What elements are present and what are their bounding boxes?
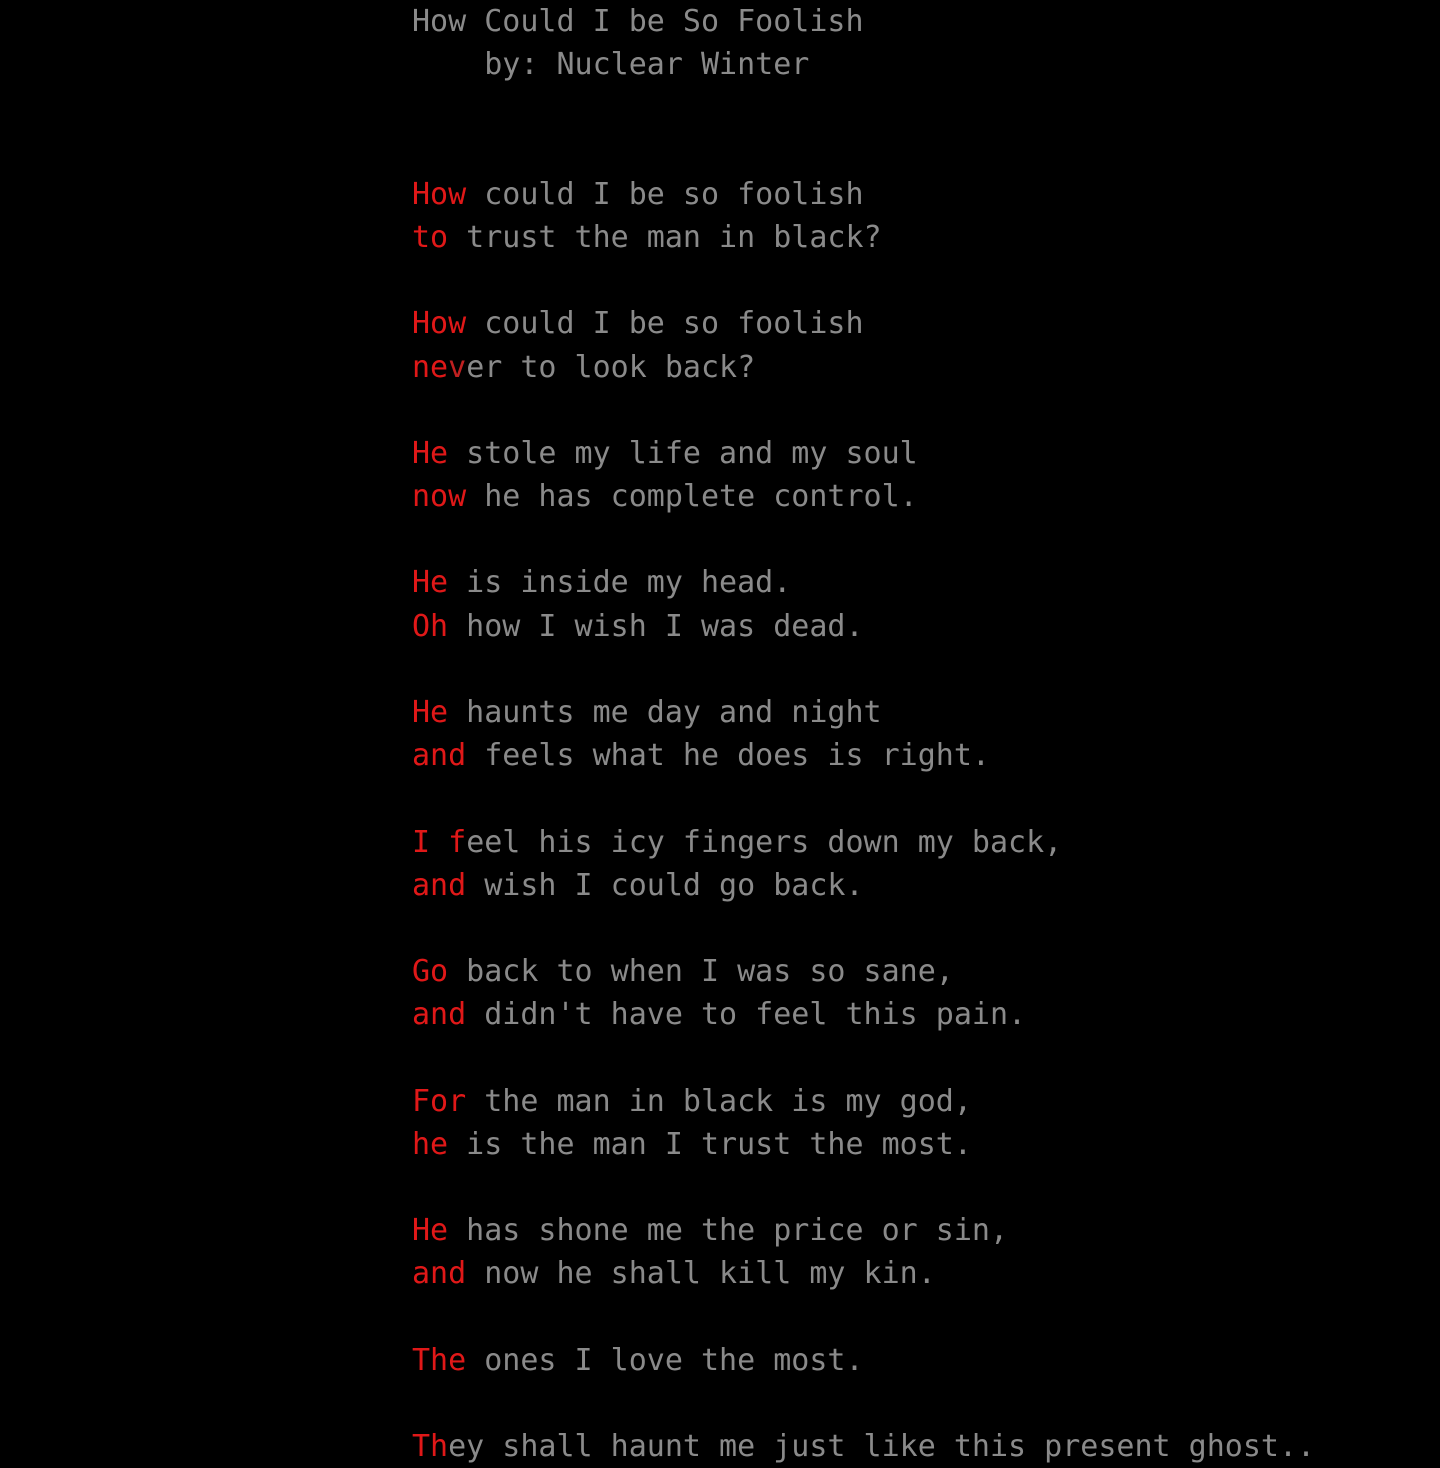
- line-lead-segment: and: [412, 997, 467, 1033]
- poem-line: [412, 561, 1412, 604]
- line-lead-segment: Oh: [412, 608, 449, 644]
- stanza-break: [412, 1166, 1412, 1209]
- poem-line: [412, 993, 1412, 1036]
- poem-line: [412, 1339, 1412, 1382]
- poem-document: [412, 0, 1412, 1468]
- line-lead-segment: Th: [412, 1429, 449, 1465]
- line-segment: could I be so foolish: [466, 176, 864, 212]
- poem-line: [412, 302, 1412, 345]
- poem-line: [412, 821, 1412, 864]
- poem-line: [412, 432, 1412, 475]
- line-lead-segment: ne: [412, 349, 449, 385]
- line-lead-segment: The: [412, 1342, 467, 1378]
- poem-line: [412, 605, 1412, 648]
- line-segment: could I be so foolish: [466, 306, 864, 342]
- stanza-break: [412, 518, 1412, 561]
- line-lead-segment: He: [412, 1213, 449, 1249]
- poem-line: [412, 346, 1412, 389]
- stanza-break: [412, 907, 1412, 950]
- stanza-break: [412, 1296, 1412, 1339]
- line-segment: the man in black is my god,: [466, 1083, 972, 1119]
- line-segment: haunts me day and night: [448, 695, 882, 731]
- poem-line: [412, 864, 1412, 907]
- poem-line: [412, 950, 1412, 993]
- line-lead-segment: Go: [412, 954, 449, 990]
- poem-line: [412, 734, 1412, 777]
- line-lead-segment: he: [412, 1126, 449, 1162]
- line-segment: back to when I was so sane,: [448, 954, 954, 990]
- line-segment: he has complete control.: [466, 479, 918, 515]
- line-lead-segment: now: [412, 479, 467, 515]
- line-lead-segment: to: [412, 219, 449, 255]
- poem-line: [412, 691, 1412, 734]
- poem-title: How Could I be So Foolish: [412, 4, 864, 39]
- line-segment: trust the man in black?: [448, 219, 882, 255]
- stanza-break: [412, 259, 1412, 302]
- line-segment: has shone me the price or sin,: [448, 1213, 1009, 1249]
- line-segment: how I wish I was dead.: [448, 608, 864, 644]
- poem-body: [412, 173, 1412, 1468]
- line-lead-segment: He: [412, 695, 449, 731]
- poem-line: [412, 1080, 1412, 1123]
- line-segment: is inside my head.: [448, 565, 792, 601]
- line-segment: wish I could go back.: [466, 867, 864, 903]
- line-segment: er to look back?: [466, 349, 756, 385]
- poem-line: [412, 1123, 1412, 1166]
- stanza-break: [412, 648, 1412, 691]
- poem-line: [412, 1425, 1412, 1468]
- line-lead-segment: He: [412, 565, 449, 601]
- line-lead-segment: I f: [412, 824, 467, 860]
- line-lead-segment: and: [412, 1256, 467, 1292]
- line-segment: eel his icy fingers down my back,: [466, 824, 1063, 860]
- poem-line: [412, 216, 1412, 259]
- line-segment: didn't have to feel this pain.: [466, 997, 1027, 1033]
- poem-line: [412, 1209, 1412, 1252]
- stanza-break: [412, 389, 1412, 432]
- line-segment: is the man I trust the most.: [448, 1126, 972, 1162]
- line-segment: stole my life and my soul: [448, 435, 918, 471]
- line-segment: ones I love the most.: [466, 1342, 864, 1378]
- title-spacer: [412, 86, 1412, 172]
- line-lead-segment: and: [412, 738, 467, 774]
- stanza-break: [412, 1037, 1412, 1080]
- line-lead-segment: He: [412, 435, 449, 471]
- poem-line: [412, 1252, 1412, 1295]
- poem-line: [412, 475, 1412, 518]
- line-lead-segment: and: [412, 867, 467, 903]
- line-lead-segment: How: [412, 306, 467, 342]
- line-segment: ey shall haunt me just like this present ghost..: [448, 1429, 1316, 1465]
- line-lead-segment: For: [412, 1083, 467, 1119]
- poem-byline: by: Nuclear Winter: [412, 47, 810, 83]
- stanza-break: [412, 777, 1412, 820]
- stanza-break: [412, 1382, 1412, 1425]
- line-lead-segment: How: [412, 176, 467, 212]
- line-segment: now he shall kill my kin.: [466, 1256, 936, 1292]
- poem-line: [412, 173, 1412, 216]
- line-segment: feels what he does is right.: [466, 738, 990, 774]
- line-segment: v: [448, 349, 467, 385]
